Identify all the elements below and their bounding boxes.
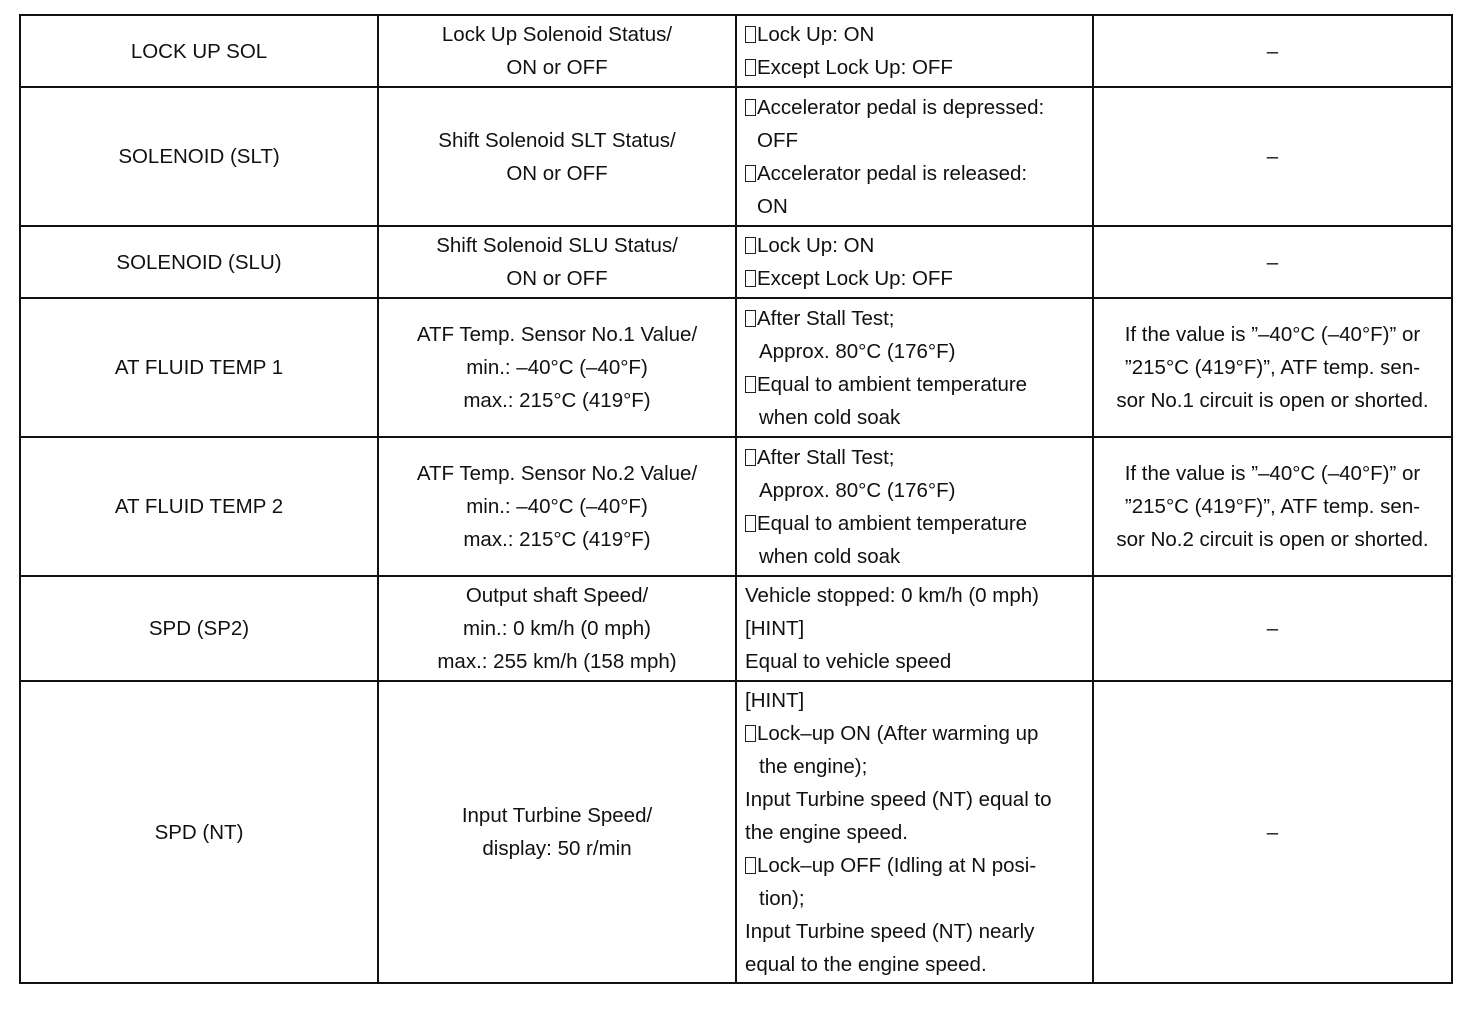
condition-line: tion); (759, 886, 805, 910)
checkbox-icon (745, 376, 756, 393)
condition-line: [HINT] (745, 617, 805, 640)
checkbox-icon (745, 725, 756, 742)
condition-line: Approx. 80°C (176°F) (759, 339, 956, 363)
checkbox-icon (745, 310, 756, 327)
condition-line: OFF (757, 128, 798, 152)
condition-line (745, 18, 1086, 51)
condition-text: After Stall Test; (757, 306, 895, 330)
condition-line: the engine speed. (745, 820, 908, 844)
condition-line (745, 717, 1086, 750)
checkbox-icon (745, 99, 756, 116)
condition-line: when cold soak (759, 544, 901, 568)
condition-line (745, 302, 1086, 335)
note-line: ”215°C (419°F)”, ATF temp. sen- (1124, 495, 1421, 518)
condition-cell (736, 576, 1093, 681)
condition-text: Lock Up: ON (757, 234, 875, 257)
condition-text: Equal to ambient temperature (757, 372, 1028, 396)
condition-line: ON (757, 194, 788, 218)
diagnostic-note-cell: – (1093, 681, 1452, 983)
measurement-line: min.: 0 km/h (0 mph) (463, 617, 651, 640)
condition-line: equal to the engine speed. (745, 952, 987, 976)
measurement-cell (378, 576, 736, 681)
checkbox-icon (745, 270, 756, 287)
measurement-line: Lock Up Solenoid Status/ (441, 23, 673, 46)
condition-line: Vehicle stopped: 0 km/h (0 mph) (745, 584, 1039, 607)
condition-cell (736, 15, 1093, 87)
item-cell: SPD (NT) (20, 681, 378, 983)
condition-cell (736, 226, 1093, 298)
item-cell: SPD (SP2) (20, 576, 378, 681)
diagnostic-note-cell: – (1093, 15, 1452, 87)
condition-line (745, 157, 1086, 190)
condition-text: Lock Up: ON (757, 23, 875, 46)
note-line: ”215°C (419°F)”, ATF temp. sen- (1124, 356, 1421, 379)
condition-line: Input Turbine speed (NT) nearly (745, 919, 1035, 943)
measurement-line: Output shaft Speed/ (465, 584, 649, 607)
item-cell: LOCK UP SOL (20, 15, 378, 87)
table-row (20, 437, 1452, 576)
checkbox-icon (745, 26, 756, 43)
condition-line (745, 51, 1086, 84)
measurement-line: min.: –40°C (–40°F) (466, 356, 648, 379)
measurement-line: ON or OFF (506, 161, 608, 185)
measurement-cell (378, 681, 736, 983)
note-line: sor No.2 circuit is open or shorted. (1116, 528, 1429, 551)
condition-line: when cold soak (759, 405, 901, 429)
diagnostic-note-cell (1093, 298, 1452, 437)
checkbox-icon (745, 449, 756, 466)
condition-text: Equal to ambient temperature (757, 511, 1028, 535)
condition-cell (736, 298, 1093, 437)
measurement-cell (378, 437, 736, 576)
note-line: If the value is ”–40°C (–40°F)” or (1124, 462, 1421, 485)
condition-text: Except Lock Up: OFF (757, 56, 953, 79)
condition-line: Equal to vehicle speed (745, 650, 952, 673)
condition-text: Lock–up OFF (Idling at N posi- (757, 853, 1037, 877)
measurement-line: Input Turbine Speed/ (461, 804, 653, 827)
condition-line: Approx. 80°C (176°F) (759, 478, 956, 502)
note-line: If the value is ”–40°C (–40°F)” or (1124, 323, 1421, 346)
condition-line: Input Turbine speed (NT) equal to (745, 787, 1052, 811)
measurement-line: Shift Solenoid SLU Status/ (436, 234, 678, 257)
table-row (20, 15, 1452, 87)
checkbox-icon (745, 237, 756, 254)
measurement-line: ATF Temp. Sensor No.1 Value/ (416, 323, 698, 346)
table-row (20, 681, 1452, 983)
measurement-line: max.: 215°C (419°F) (463, 528, 651, 551)
measurement-cell (378, 87, 736, 226)
condition-line (745, 229, 1086, 262)
table-row (20, 226, 1452, 298)
condition-line (745, 368, 1086, 401)
measurement-line: ATF Temp. Sensor No.2 Value/ (416, 462, 698, 485)
measurement-line: ON or OFF (506, 56, 608, 79)
condition-text: After Stall Test; (757, 445, 895, 469)
checkbox-icon (745, 165, 756, 182)
condition-text: Accelerator pedal is released: (757, 161, 1028, 185)
table-row (20, 87, 1452, 226)
table-row (20, 576, 1452, 681)
condition-text: Lock–up ON (After warming up (757, 721, 1039, 745)
measurement-cell (378, 15, 736, 87)
measurement-line: max.: 215°C (419°F) (463, 389, 651, 412)
item-cell: AT FLUID TEMP 1 (20, 298, 378, 437)
condition-line (745, 91, 1086, 124)
measurement-line: display: 50 r/min (482, 837, 632, 860)
diagnostic-note-cell: – (1093, 576, 1452, 681)
measurement-line: Shift Solenoid SLT Status/ (438, 128, 676, 152)
diagnostic-note-cell: – (1093, 226, 1452, 298)
checkbox-icon (745, 857, 756, 874)
condition-line: the engine); (759, 754, 868, 778)
condition-text: Accelerator pedal is depressed: (757, 95, 1045, 119)
checkbox-icon (745, 59, 756, 76)
condition-line (745, 441, 1086, 474)
measurement-cell (378, 226, 736, 298)
condition-text: Except Lock Up: OFF (757, 267, 953, 290)
item-cell: AT FLUID TEMP 2 (20, 437, 378, 576)
condition-cell (736, 681, 1093, 983)
diagnostic-data-table (19, 14, 1453, 984)
condition-line (745, 507, 1086, 540)
condition-cell (736, 437, 1093, 576)
item-cell: SOLENOID (SLT) (20, 87, 378, 226)
measurement-line: ON or OFF (506, 267, 608, 290)
measurement-line: min.: –40°C (–40°F) (466, 495, 648, 518)
diagnostic-note-cell (1093, 437, 1452, 576)
checkbox-icon (745, 515, 756, 532)
condition-line: [HINT] (745, 688, 805, 712)
measurement-cell (378, 298, 736, 437)
measurement-line: max.: 255 km/h (158 mph) (437, 650, 677, 673)
condition-line (745, 262, 1086, 295)
table-row (20, 298, 1452, 437)
note-line: sor No.1 circuit is open or shorted. (1116, 389, 1429, 412)
condition-cell (736, 87, 1093, 226)
item-cell: SOLENOID (SLU) (20, 226, 378, 298)
condition-line (745, 849, 1086, 882)
diagnostic-note-cell: – (1093, 87, 1452, 226)
